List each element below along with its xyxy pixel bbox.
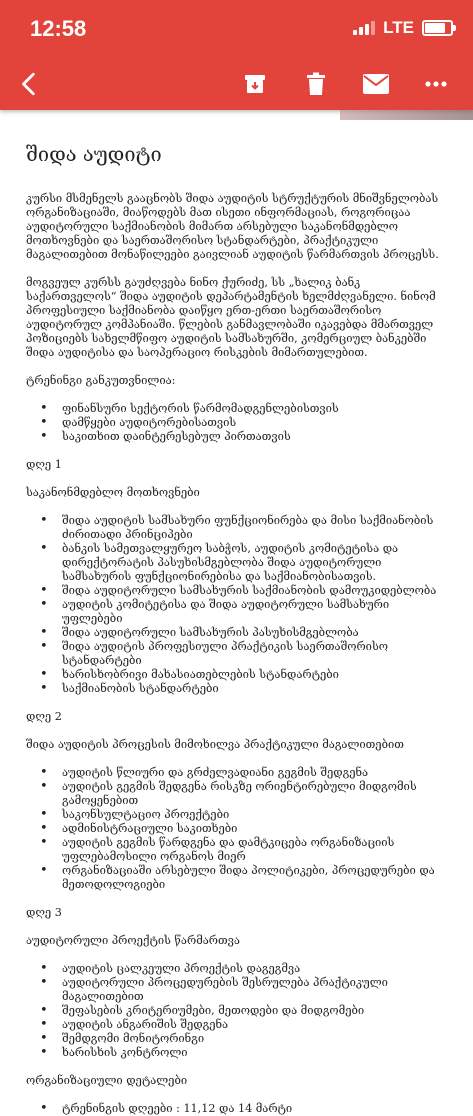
trainer-paragraph: მოგვეულ კურსს გაუძღვება ნინო ქურიძე, სს „ხალიკ ბანკ საქართველოს“ შიდა აუდიტის დეპარტამენტის ხელმძღვანელი. ნინომ პროფესიული საქმიანობა დაიწყო ერთ-ერთი საერთაშორისო აუდიტორულ კომპანიაში. წლების განმავლობაში იკავებდა მმართველ პოზიციებს სახელმწიფო აუდიტის სამსახურში, კომერციულ ბანკებში შიდა აუდიტისა და საოპერაციო რისკების მიმართულებით. <box>26 276 436 359</box>
mark-unread-button[interactable] <box>356 64 396 104</box>
list-item: • შიდა აუდიტორული სამსახურის საქმიანობის დამოუკიდებლობა <box>62 584 447 598</box>
day2-label: დღე 2 <box>26 710 62 723</box>
list-item: • ხარისხობრივი მახასიათებლების სტანდარტები <box>62 668 447 682</box>
trash-icon <box>305 72 327 96</box>
document-edge <box>340 110 473 120</box>
day2-title: შიდა აუდიტის პროცესის მიმოხილვა პრაქტიკული მაგალითებით <box>26 738 404 751</box>
battery-icon <box>422 20 453 36</box>
list-item: • დამწყები აუდიტორებისათვის <box>62 416 447 430</box>
list-item: • აუდიტის ანგარიშის შედგენა <box>62 1018 447 1032</box>
more-icon <box>424 80 448 88</box>
app-bar <box>0 0 473 110</box>
toolbar <box>0 58 473 110</box>
list-item: • ფინანსური სექტორის წარმომადგენლებისთვის <box>62 402 447 416</box>
day3-title: აუდიტორული პროექტის წარმართვა <box>26 934 240 947</box>
list-item: • ხარისხის კონტროლი <box>62 1046 447 1060</box>
signal-icon <box>353 21 375 35</box>
list-item: • ორგანიზაციაში არსებული შიდა პოლიტიკები, პროცედურები და მეთოდოლოგიები <box>62 864 447 892</box>
status-time: 12:58 <box>30 16 87 41</box>
list-item: • საკონსულტაციო პროექტები <box>62 808 447 822</box>
list-item: • აუდიტის ცალკეული პროექტის დაგეგმვა <box>62 962 447 976</box>
back-arrow-icon <box>17 71 43 97</box>
back-button[interactable] <box>10 64 50 104</box>
delete-button[interactable] <box>296 64 336 104</box>
list-item: • საკითხით დაინტერესებულ პირთათვის <box>62 430 447 444</box>
mail-icon <box>362 73 390 95</box>
list-item: • შიდა აუდიტის სამსახური ფუნქციონირება და მისი საქმიანობის ძირითადი პრინციპები <box>62 514 447 542</box>
list-item: • შემდგომი მონიტორინგი <box>62 1032 447 1046</box>
list-item: • აუდიტის კომიტეტისა და შიდა აუდიტორული სამსახური უფლებები <box>62 598 447 626</box>
day1-title: საკანონმდებლო მოთხოვნები <box>26 486 200 499</box>
list-item: • ადმინისტრაციული საკითხები <box>62 822 447 836</box>
list-item: • ბანკის სამეთვალყურეო საბჭოს, აუდიტის კომიტეტისა და დირექტორატის პასუხისმგებლობა შიდა აუდიტორული სამსახურის ფუნქციონირებისა და საქმიანობისათვის. <box>62 542 447 584</box>
list-item: • საქმიანობის სტანდარტები <box>62 682 447 696</box>
day2-list <box>26 766 447 892</box>
list-item: • აუდიტორული პროცედურების შესრულება პრაქტიკული მაგალითებით <box>62 976 447 1004</box>
document-title: შიდა აუდიტი <box>26 142 162 166</box>
list-item: • შიდა აუდიტორული სამსახურის პასუხისმგებლობა <box>62 626 447 640</box>
status-indicators <box>353 18 453 38</box>
list-item: • შეფასების კრიტერიუმები, მეთოდები და მიდგომები <box>62 1004 447 1018</box>
day3-label: დღე 3 <box>26 906 62 919</box>
network-label: LTE <box>383 18 414 37</box>
list-item: • შიდა აუდიტის პროფესიული პრაქტიკის საერთაშორისო სტანდარტები <box>62 640 447 668</box>
document-body <box>0 120 473 1115</box>
day3-list <box>26 962 447 1060</box>
day1-list <box>26 514 447 696</box>
audience-list <box>26 402 447 444</box>
list-item: • ტრენინგის დღეები : 11,12 და 14 მარტი <box>62 1102 447 1116</box>
archive-button[interactable] <box>235 64 275 104</box>
more-button[interactable] <box>416 64 456 104</box>
status-bar <box>0 0 473 58</box>
archive-icon <box>243 72 267 96</box>
list-item: • აუდიტის გეგმის შედგენა რისკზე ორიენტირებული მიდგომის გამოყენებით <box>62 780 447 808</box>
org-title: ორგანიზაციული დეტალები <box>26 1074 188 1087</box>
intro-paragraph: კურსი მსმენელს გააცნობს შიდა აუდიტის სტრუქტურის მნიშვნელობას ორგანიზაციაში, მიაწოდებს მათ ისეთი ინფორმაციას, როგორიცაა აუდიტორული საქმიანობის მიმართ არსებული საკანონმდებლო მოთხოვნები და საერთაშორისო სტანდარტები, პრაქტიკული მაგალითებით მონაწილეები გაივლიან აუდიტის წარმართვის პროცესს. <box>26 192 439 261</box>
audience-heading: ტრენინგი განკუთვნილია: <box>26 374 176 387</box>
list-item: • აუდიტის გეგმის წარდგენა და დამტკიცება ორგანიზაციის უფლებამოსილი ორგანოს მიერ <box>62 836 447 864</box>
org-list <box>26 1102 447 1116</box>
day1-label: დღე 1 <box>26 458 62 471</box>
list-item: • აუდიტის წლიური და გრძელვადიანი გეგმის შედგენა <box>62 766 447 780</box>
